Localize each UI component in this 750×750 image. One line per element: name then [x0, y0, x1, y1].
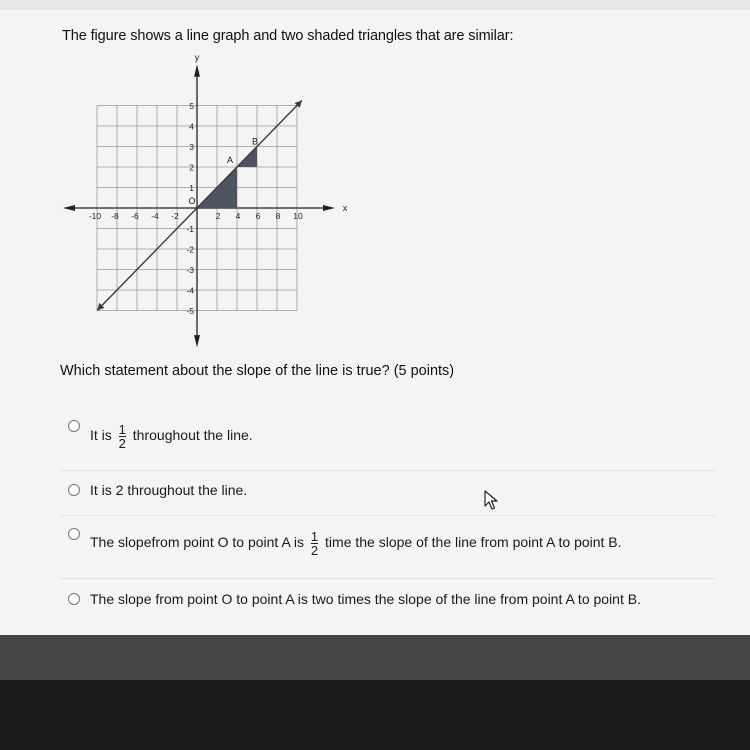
- bottom-toolbar: [0, 635, 750, 680]
- x-tick-label: 4: [235, 211, 241, 221]
- x-tick-label: -8: [111, 211, 119, 221]
- mouse-cursor-icon: [484, 490, 498, 510]
- option-3-frac-den: 2: [310, 543, 319, 558]
- x-axis-label: x: [342, 203, 348, 213]
- question-text: Which statement about the slope of the line is true? (5 points): [60, 363, 455, 379]
- separator: [60, 578, 715, 579]
- option-1-radio[interactable]: [68, 420, 80, 432]
- option-1-frac-den: 2: [118, 436, 126, 451]
- option-4-radio[interactable]: [68, 593, 80, 605]
- x-tick-label: 2: [215, 211, 221, 221]
- option-1-fraction: [119, 423, 126, 450]
- y-tick-label: 3: [189, 142, 194, 152]
- option-3-fraction: [311, 530, 318, 557]
- y-tick-label: -5: [186, 306, 194, 316]
- option-3-frac-num: 1: [310, 529, 319, 544]
- graph-shapes: [63, 65, 335, 348]
- x-tick-label: 10: [293, 211, 303, 221]
- separator: [60, 515, 715, 516]
- option-3-label[interactable]: [90, 530, 622, 557]
- y-tick-label: -3: [186, 265, 194, 275]
- y-axis-arrow-up: [194, 65, 200, 77]
- x-tick-label: 8: [275, 211, 281, 221]
- x-tick-label: 6: [255, 211, 261, 221]
- origin-label: O: [188, 196, 196, 206]
- y-tick-label: 5: [189, 101, 194, 111]
- option-1-label[interactable]: [90, 423, 253, 450]
- option-3-text-pre: The slopefrom point O to point A is: [90, 534, 308, 551]
- y-tick-label: -2: [186, 244, 194, 255]
- option-1-frac-num: 1: [118, 422, 126, 437]
- x-axis-arrow-right: [323, 205, 335, 211]
- option-3-text-post: time the slope of the line from point A to point B.: [321, 534, 622, 551]
- graph-labels: [89, 52, 348, 316]
- y-tick-label: 4: [189, 121, 194, 132]
- option-4-label[interactable]: The slope from point O to point A is two times the slope of the line from point A to point B.: [90, 591, 641, 607]
- separator: [60, 470, 715, 471]
- bottom-bezel: [0, 680, 750, 750]
- question-prompt: The figure shows a line graph and two shaded triangles that are similar:: [62, 28, 514, 44]
- top-border: [0, 0, 750, 10]
- point-b-label: B: [251, 136, 259, 147]
- x-axis-arrow-left: [63, 205, 75, 211]
- option-1-text-post: throughout the line.: [128, 427, 253, 444]
- y-axis-arrow-down: [194, 335, 200, 347]
- line-graph: [58, 52, 358, 348]
- option-3-radio[interactable]: [68, 528, 80, 540]
- graph-line: [97, 100, 302, 310]
- y-tick-label: -4: [186, 285, 194, 296]
- y-tick-label: 2: [189, 162, 194, 173]
- y-tick-label: 1: [189, 183, 194, 193]
- y-tick-label: -1: [186, 224, 194, 234]
- x-tick-label: -4: [151, 211, 159, 221]
- y-axis-label: y: [194, 52, 200, 63]
- option-2-label[interactable]: It is 2 throughout the line.: [90, 482, 248, 498]
- x-tick-label: -6: [131, 211, 139, 221]
- x-tick-label: -2: [171, 211, 179, 221]
- point-a-label: A: [226, 155, 234, 165]
- x-tick-label: -10: [88, 211, 102, 221]
- option-2-radio[interactable]: [68, 484, 80, 496]
- option-1-text-pre: It is: [90, 427, 116, 444]
